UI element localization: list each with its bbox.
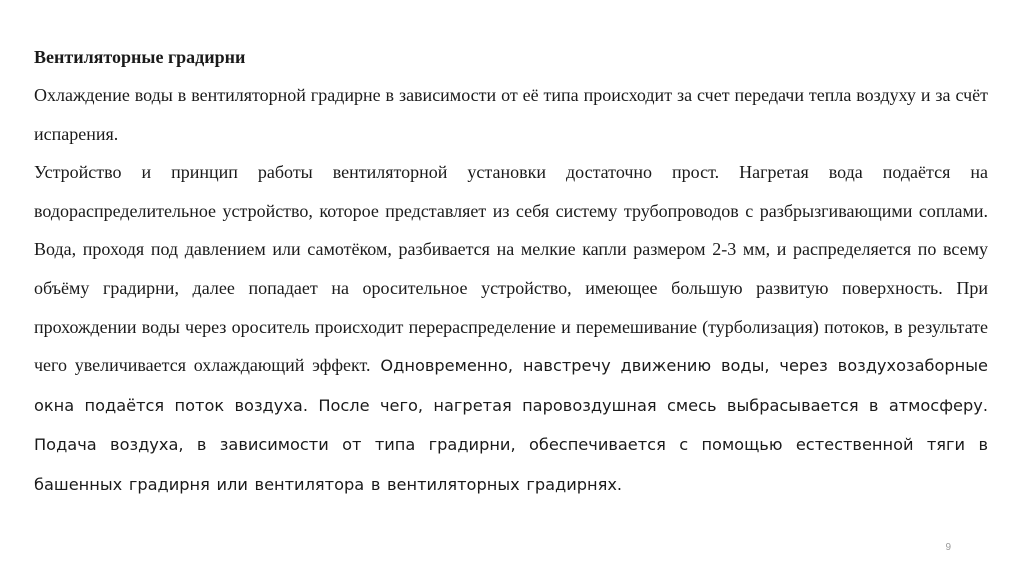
paragraph-description	[34, 153, 988, 504]
slide-content	[34, 38, 988, 505]
page-number: 9	[945, 542, 951, 553]
paragraph-intro: Охлаждение воды в вентиляторной градирне в зависимости от её типа происходит за счет передачи тепла воздуху и за счёт испарения.	[34, 85, 988, 144]
paragraph-description-serif-part: Устройство и принцип работы вентиляторной установки достаточно прост. Нагретая вода подаётся на водораспределительное устройство, которое представляет из себя систему трубопроводов с разбрызгивающими соплами. Вода, проходя под давлением или самотёком, разбивается на мелкие капли размером 2-3 мм, и распределяется по всему объёму градирни, далее попадает на оросительное устройство, имеющее большую развитую поверхность. При прохождении воды через ороситель происходит перераспределение и перемешивание (турболизация) потоков, в результате чего увеличивается охлаждающий эффект.	[34, 162, 988, 376]
paragraph-description-sans-part: Одновременно, навстречу движению воды, через воздухозаборные окна подаётся поток воздуха. После чего, нагретая паровоздушная смесь выбрасывается в атмосферу. Подача воздуха, в зависимости от типа градирни, обеспечивается с помощью естественной тяги в башенных градирня или вентилятора в вентиляторных градирнях.	[34, 356, 988, 494]
slide-title: Вентиляторные градирни	[34, 47, 246, 67]
